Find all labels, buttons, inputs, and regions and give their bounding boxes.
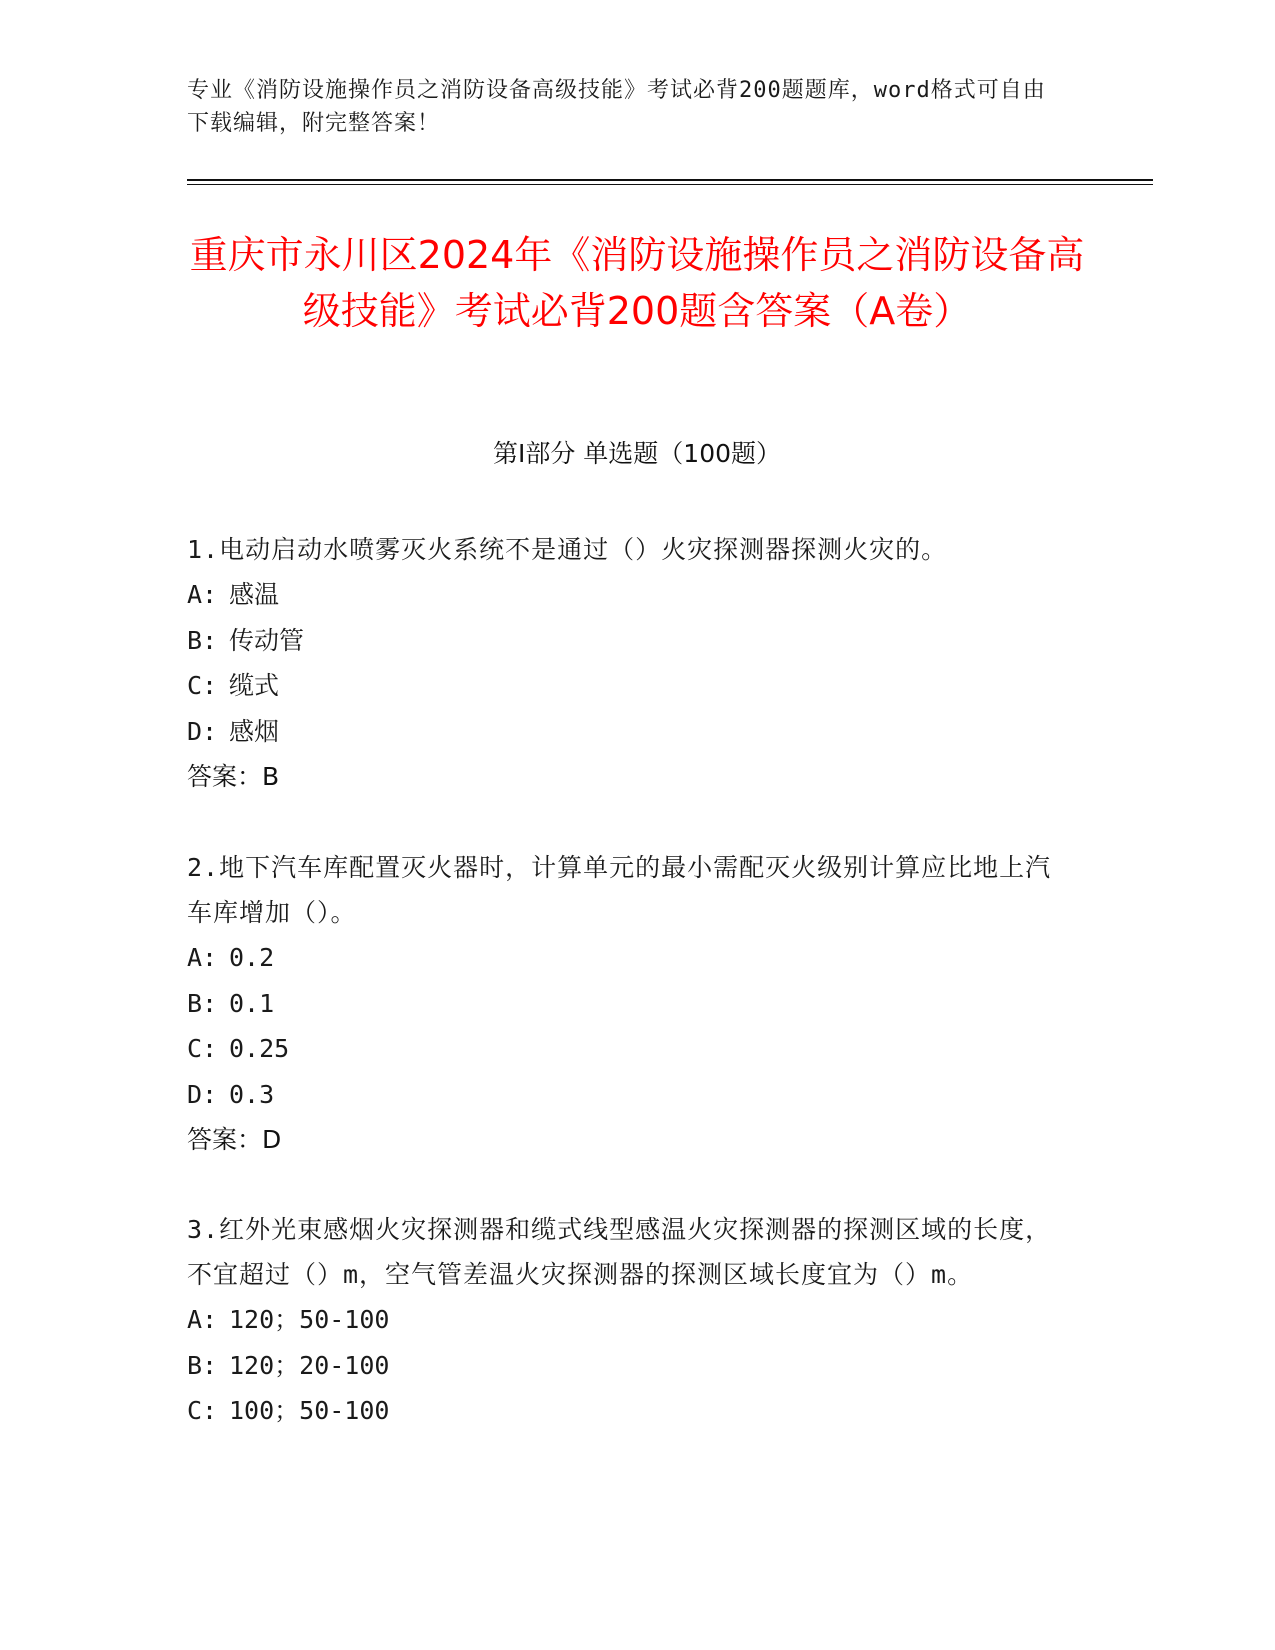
document-title: 重庆市永川区2024年《消防设施操作员之消防设备高级技能》考试必背200题含答案（A卷） [189,233,1085,333]
section-title: 第I部分 单选题（100题） [492,439,782,468]
header-divider-thick [187,179,1153,181]
option-d [187,709,1067,755]
option-text: 0.25 [229,1034,290,1063]
option-letter: C: [187,1396,218,1425]
option-letter: B: [187,625,218,655]
question-item [187,1207,1067,1434]
option-a [187,1297,1067,1343]
option-c [187,1026,1067,1072]
answer-line: 答案：B [187,762,280,791]
option-text: 0.3 [229,1079,275,1109]
option-letter: A: [187,1305,218,1334]
option-letter: C: [187,1034,218,1063]
question-stem: 2.地下汽车库配置灭火器时，计算单元的最小需配灭火级别计算应比地上汽车库增加（）。 [187,853,1052,927]
option-letter: B: [187,988,218,1018]
option-text: 0.1 [229,988,275,1018]
option-text: 120；20-100 [229,1350,390,1380]
question-stem: 3.红外光束感烟火灾探测器和缆式线型感温火灾探测器的探测区域的长度，不宜超过（）m，空气管差温火灾探测器的探测区域长度宜为（）m。 [187,1215,1052,1289]
option-a [187,572,1067,618]
option-d [187,1072,1067,1118]
option-text: 120；50-100 [229,1305,390,1334]
option-c [187,663,1067,709]
option-text: 100；50-100 [229,1396,390,1425]
option-letter: B: [187,1350,218,1380]
option-a [187,935,1067,981]
option-text: 缆式 [229,671,280,700]
option-text: 传动管 [229,625,305,655]
header-note: 专业《消防设施操作员之消防设备高级技能》考试必背200题题库，word格式可自由下载编辑，附完整答案！ [187,78,1046,136]
option-letter: D: [187,716,218,746]
answer-line: 答案：D [187,1125,282,1154]
header-divider-thin [187,184,1153,185]
option-letter: C: [187,671,218,700]
option-letter: A: [187,580,218,609]
option-letter: A: [187,943,218,972]
option-b [187,981,1067,1027]
option-text: 感温 [229,580,280,609]
option-b [187,1343,1067,1389]
option-letter: D: [187,1079,218,1109]
option-text: 感烟 [229,716,280,746]
question-item [187,845,1067,1162]
question-item [187,527,1067,799]
option-text: 0.2 [229,943,275,972]
question-stem: 1.电动启动水喷雾灭火系统不是通过（）火灾探测器探测火灾的。 [187,535,948,564]
option-c [187,1388,1067,1434]
option-b [187,618,1067,664]
